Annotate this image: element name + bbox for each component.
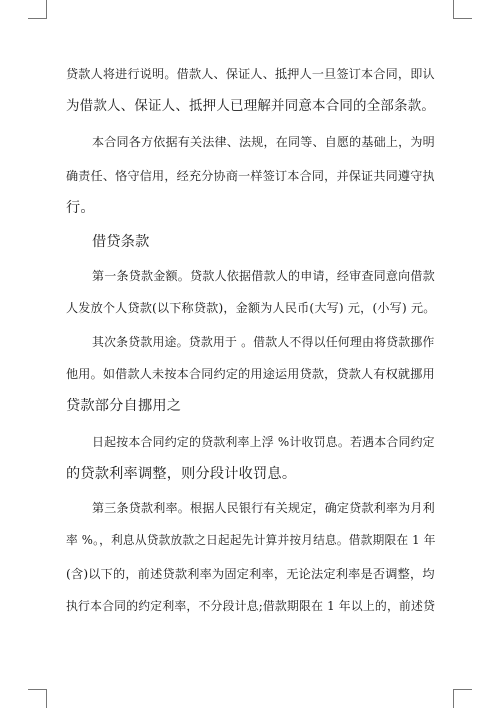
text-line: 贷款人将进行说明。借款人、保证人、抵押人一旦签订本合同，即认 (66, 67, 435, 81)
text-line: 贷款部分自挪用之 (66, 398, 182, 414)
text-line: 本合同各方依据有关法律、法规，在同等、自愿的基础上，为明 (92, 135, 435, 149)
crop-mark-bottom-right (453, 689, 472, 708)
text-line: 确责任、恪守信用，经充分协商一样签订本合同，并保证共同遵守执 (66, 169, 435, 183)
text-line: 第一条贷款金额。贷款人依据借款人的申请，经审查同意向借款 (92, 269, 435, 283)
text-line: 其次条贷款用途。贷款用于 。借款人不得以任何理由将贷款挪作 (92, 335, 435, 349)
crop-mark-top-right (453, 0, 472, 19)
text-line: (含)以下的，前述贷款利率为固定利率，无论法定利率是否调整，均 (66, 567, 435, 581)
text-line: 的贷款利率调整，则分段计收罚息。 (66, 466, 297, 482)
text-line: 为借款人、保证人、抵押人已理解并同意本合同的全部条款。 (66, 98, 436, 114)
text-line: 执行本合同的约定利率，不分段计息;借款期限在 1 年以上的，前述贷 (66, 599, 436, 613)
text-line: 人发放个人贷款(以下称贷款)，金额为人民币(大写) 元，(小写) 元。 (66, 301, 436, 315)
text-line: 他用。如借款人未按本合同约定的用途运用贷款，贷款人有权就挪用 (66, 367, 435, 381)
crop-mark-top-left (28, 0, 47, 19)
text-line: 第三条贷款利率。根据人民银行有关规定，确定贷款利率为月利 (92, 501, 435, 515)
text-line: 行。 (66, 200, 95, 216)
text-line: 日起按本合同约定的贷款利率上浮 %计收罚息。若遇本合同约定 (92, 435, 435, 449)
crop-mark-bottom-left (28, 689, 47, 708)
text-line: 率 %。，利息从贷款放款之日起起先计算并按月结息。借款期限在 1 年 (66, 533, 436, 547)
section-heading: 借贷条款 (92, 234, 150, 250)
